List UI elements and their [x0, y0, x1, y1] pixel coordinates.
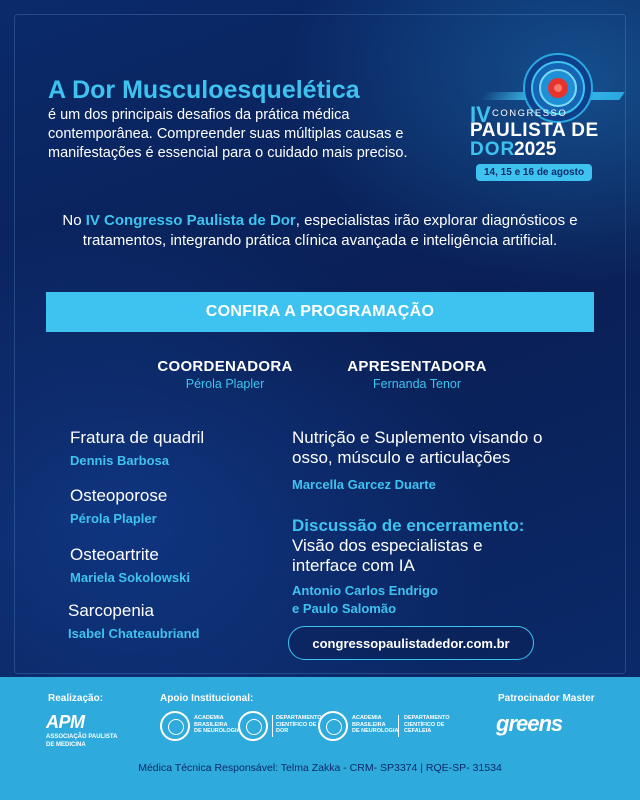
talk-speaker-line1: Antonio Carlos Endrigo	[292, 583, 438, 598]
talk-item	[68, 601, 199, 643]
footer	[0, 677, 640, 800]
talk-title: Fratura de quadril	[70, 428, 205, 447]
apm-logo	[46, 712, 117, 749]
abn-text-1	[194, 715, 240, 735]
abn-line: BRASILEIRA	[194, 721, 228, 728]
talk-title: Osteoartrite	[70, 545, 159, 564]
dept-line: DEPARTAMENTO	[276, 715, 322, 721]
dept-line: CEFALEIA	[404, 728, 432, 734]
role-title: APRESENTADORA	[347, 358, 487, 375]
abn-line: ACADEMIA	[194, 715, 224, 721]
divider	[272, 715, 273, 737]
logo-congresso: CONGRESSO	[492, 108, 568, 119]
logo-dor: DOR	[470, 139, 516, 160]
divider	[398, 715, 399, 737]
abn-line: DE NEUROLOGIA	[194, 728, 241, 734]
talk-title-line1: Visão dos especialistas e	[292, 536, 483, 555]
apm-wordmark: APM	[46, 712, 85, 732]
dept-dor-text	[276, 715, 322, 735]
role-name: Fernanda Tenor	[372, 377, 462, 391]
congress-logo	[462, 52, 622, 187]
dept-line: DOR	[276, 728, 289, 734]
coordinator	[140, 358, 310, 391]
event-name: IV Congresso Paulista de Dor	[85, 212, 296, 229]
talk-speaker-line2: e Paulo Salomão	[292, 601, 397, 616]
program-banner: CONFIRA A PROGRAMAÇÃO	[46, 292, 594, 332]
talk-title: Sarcopenia	[68, 601, 155, 620]
role-name: Pérola Plapler	[185, 377, 265, 391]
apm-subtitle-2: DE MEDICINA	[46, 742, 86, 748]
logo-numeral: IV	[470, 102, 491, 127]
talk-title-line1: Nutrição e Suplemento visando o	[292, 428, 543, 447]
dept-line: CIENTÍFICO DE	[276, 721, 317, 728]
mid-prefix: No	[62, 212, 86, 229]
website-link[interactable]: congressopaulistadedor.com.br	[288, 626, 534, 660]
realizacao-label: Realização:	[48, 693, 104, 704]
dept-dor-seal-icon	[238, 711, 268, 741]
dept-line: DEPARTAMENTO	[404, 715, 450, 721]
talk-title-line2: interface com IA	[292, 556, 415, 575]
abn-seal-icon	[318, 711, 348, 741]
apoio-label: Apoio Institucional:	[160, 693, 254, 704]
talk-item	[70, 428, 204, 470]
talk-speaker: Marcella Garcez Duarte	[292, 477, 436, 492]
logo-year: 2025	[514, 139, 557, 160]
presenter	[332, 358, 502, 391]
mid-suffix: , especialistas irão explorar diagnósticos e tratamentos, integrando prática clínica avançada e inteligência artificial.	[82, 212, 578, 249]
abn-line: ACADEMIA	[352, 715, 382, 721]
greens-logo: greens	[496, 711, 563, 736]
talk-speaker: Isabel Chateaubriand	[68, 626, 200, 641]
closing-heading: Discussão de encerramento:	[292, 516, 525, 535]
intro-text: é um dos principais desafios da prática médica contemporânea. Compreender suas múltiplas causas e manifestações é essencial para o cuidado mais preciso.	[48, 107, 408, 161]
talk-title-line2: osso, músculo e articulações	[292, 448, 511, 467]
apm-subtitle-1: ASSOCIAÇÃO PAULISTA	[46, 734, 118, 740]
responsible-doctor: Médica Técnica Responsável: Telma Zakka - CRM- SP3374 | RQE-SP- 31534	[138, 762, 502, 774]
talk-item	[70, 545, 190, 587]
logo-paulista: PAULISTA DE	[470, 120, 599, 141]
dept-cefaleia-text	[404, 715, 450, 735]
abn-seal-icon	[160, 711, 190, 741]
talk-speaker: Mariela Sokolowski	[70, 570, 190, 585]
talk-speaker: Dennis Barbosa	[70, 453, 169, 468]
talk-title: Osteoporose	[70, 486, 168, 505]
patrocinador-label: Patrocinador Master	[498, 693, 595, 704]
talk-item-closing	[292, 516, 524, 618]
headline: A Dor Musculoesquelética	[48, 76, 360, 104]
abn-text-2	[352, 715, 398, 735]
logo-dates: 14, 15 e 16 de agosto	[476, 164, 592, 181]
dept-line: CIENTÍFICO DE	[404, 721, 445, 728]
role-title: COORDENADORA	[157, 358, 293, 375]
abn-line: DE NEUROLOGIA	[352, 728, 399, 734]
talk-item-nutrition	[292, 428, 542, 494]
abn-line: BRASILEIRA	[352, 721, 386, 728]
talk-item	[70, 486, 167, 528]
event-description	[60, 211, 580, 251]
talk-speaker: Pérola Plapler	[70, 511, 157, 526]
